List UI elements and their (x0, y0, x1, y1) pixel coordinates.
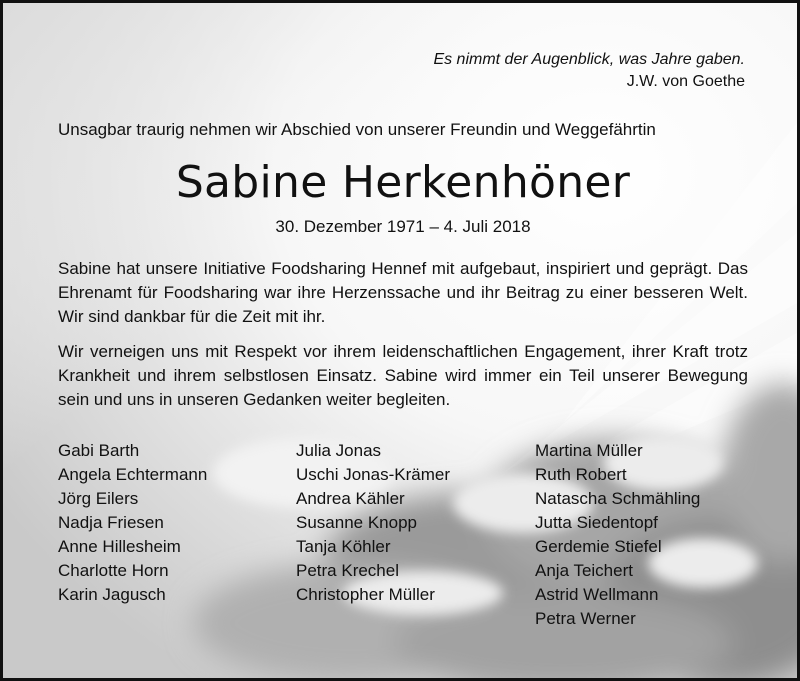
signatories-column (296, 439, 450, 607)
signatory-name: Angela Echtermann (58, 465, 208, 484)
signatory-name: Anne Hillesheim (58, 537, 181, 556)
signatory-name: Andrea Kähler (296, 489, 405, 508)
life-dates: 30. Dezember 1971 – 4. Juli 2018 (275, 217, 531, 236)
signatory-name: Martina Müller (535, 441, 643, 460)
signatories-column (535, 439, 700, 631)
signatory-name: Nadja Friesen (58, 513, 164, 532)
signatory-name: Jutta Siedentopf (535, 513, 658, 532)
signatory-name: Petra Krechel (296, 561, 399, 580)
notice-content (3, 3, 797, 678)
signatory-name: Christopher Müller (296, 585, 435, 604)
signatory-name: Ruth Robert (535, 465, 627, 484)
signatory-name: Karin Jagusch (58, 585, 166, 604)
signatory-name: Gerdemie Stiefel (535, 537, 662, 556)
signatory-name: Susanne Knopp (296, 513, 417, 532)
signatory-name: Julia Jonas (296, 441, 382, 460)
signatory-name: Gabi Barth (58, 441, 140, 460)
quote-text: Es nimmt der Augenblick, was Jahre gaben. (433, 51, 745, 68)
tribute-paragraph: Sabine hat unsere Initiative Foodsharing Hennef mit aufgebaut, inspiriert und geprägt. Das Ehrenamt für Foodsharing war ihre Herzenssache und ihr Beitrag zu einer besseren Welt. Wir sind dankbar für die Zeit mit ihr. (58, 259, 748, 326)
signatory-name: Anja Teichert (535, 561, 633, 580)
intro-line: Unsagbar traurig nehmen wir Abschied von unserer Freundin und Weggefährtin (58, 120, 656, 139)
signatory-name: Tanja Köhler (296, 537, 391, 556)
deceased-name: Sabine Herkenhöner (175, 157, 631, 208)
signatory-name: Jörg Eilers (58, 489, 139, 508)
quote-block (433, 49, 745, 93)
signatories-column (58, 439, 207, 607)
signatory-name: Charlotte Horn (58, 561, 169, 580)
signatory-name: Petra Werner (535, 609, 636, 628)
signatory-name: Natascha Schmähling (535, 489, 701, 508)
quote-author: J.W. von Goethe (626, 73, 745, 90)
signatory-name: Uschi Jonas-Krämer (296, 465, 450, 484)
signatory-name: Astrid Wellmann (535, 585, 659, 604)
tribute-paragraph: Wir verneigen uns mit Respekt vor ihrem leidenschaftlichen Engagement, ihrer Kraft trotz Krankheit und ihrem selbstlosen Einsatz. Sabine wird immer ein Teil unserer Bewegung sein und uns in unseren Gedanken weiter begleiten. (58, 342, 748, 409)
